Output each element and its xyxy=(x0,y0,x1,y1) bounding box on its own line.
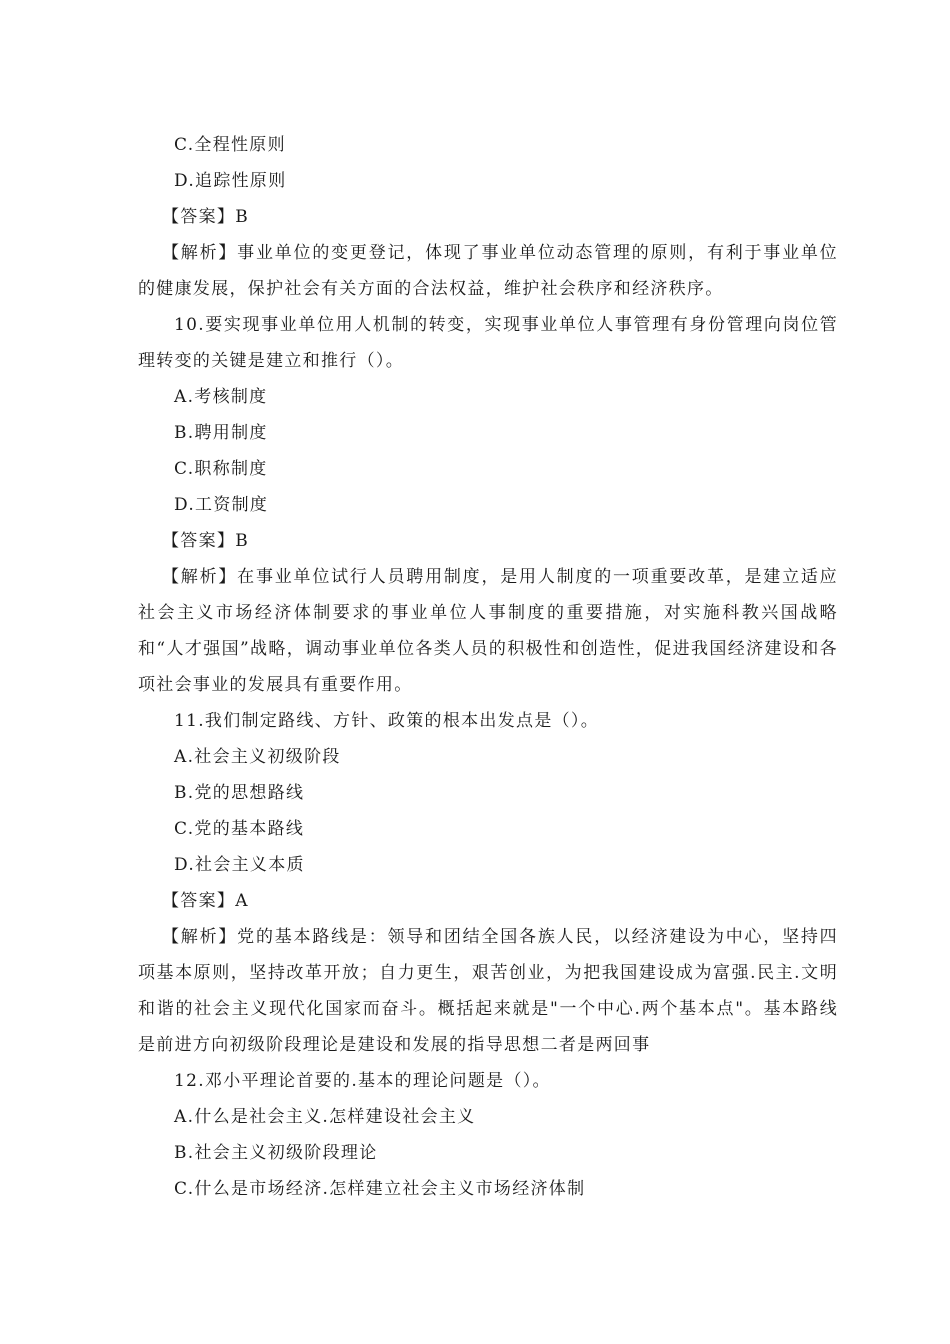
question-10-option-c: C.职称制度 xyxy=(174,459,268,479)
question-10-answer: 【答案】B xyxy=(162,531,249,551)
answer-line: 【答案】B xyxy=(162,207,249,227)
question-12-option-c: C.什么是市场经济.怎样建立社会主义市场经济体制 xyxy=(174,1179,586,1199)
question-12: 12.邓小平理论首要的.基本的理论问题是（）。 xyxy=(174,1071,551,1091)
option-d-line: D.追踪性原则 xyxy=(174,171,287,191)
question-11-analysis: 【解析】党的基本路线是：领导和团结全国各族人民，以经济建设为中心，坚持四项基本原则，坚持改革开放；自力更生，艰苦创业，为把我国建设成为富强.民主.文明和谐的社会主义现代化国家而奋斗。概括起来就是"一个中心.两个基本点"。基本路线是前进方向初级阶段理论是建设和发展的指导思想二者是两回事 xyxy=(138,927,838,1055)
question-11-option-d: D.社会主义本质 xyxy=(174,855,305,875)
question-11-option-c: C.党的基本路线 xyxy=(174,819,305,839)
question-11-option-a: A.社会主义初级阶段 xyxy=(174,747,341,767)
question-11-option-b: B.党的思想路线 xyxy=(174,783,305,803)
question-12-option-a: A.什么是社会主义.怎样建设社会主义 xyxy=(174,1107,476,1127)
question-10-option-d: D.工资制度 xyxy=(174,495,269,515)
option-c-line: C.全程性原则 xyxy=(174,135,286,155)
document-body xyxy=(138,127,838,1207)
question-10: 10.要实现事业单位用人机制的转变，实现事业单位人事管理有身份管理向岗位管理转变的关键是建立和推行（）。 xyxy=(138,315,838,371)
analysis-paragraph: 【解析】事业单位的变更登记，体现了事业单位动态管理的原则，有利于事业单位的健康发展，保护社会有关方面的合法权益，维护社会秩序和经济秩序。 xyxy=(138,243,838,299)
question-11-answer: 【答案】A xyxy=(162,891,249,911)
question-11: 11.我们制定路线、方针、政策的根本出发点是（）。 xyxy=(174,711,600,731)
question-10-option-b: B.聘用制度 xyxy=(174,423,268,443)
question-12-option-b: B.社会主义初级阶段理论 xyxy=(174,1143,378,1163)
question-10-option-a: A.考核制度 xyxy=(174,387,268,407)
question-10-analysis: 【解析】在事业单位试行人员聘用制度，是用人制度的一项重要改革，是建立适应社会主义市场经济体制要求的事业单位人事制度的重要措施，对实施科教兴国战略和“人才强国”战略，调动事业单位各类人员的积极性和创造性，促进我国经济建设和各项社会事业的发展具有重要作用。 xyxy=(138,567,838,695)
